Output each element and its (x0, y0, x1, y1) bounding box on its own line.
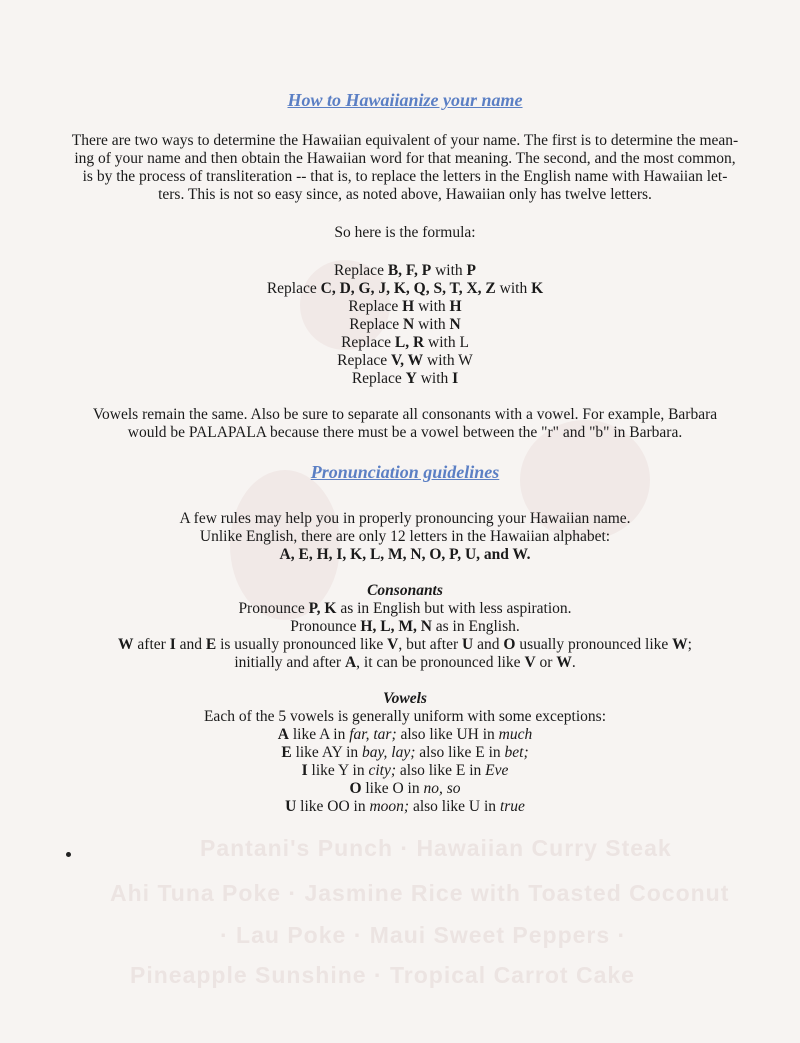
consonant-rule: W after I and E is usually pronounced like V, but after U and O usually pronounced like W; (118, 636, 692, 653)
heading-pronunciation: Pronunciation guidelines (310, 462, 500, 482)
pron-lead-line: A few rules may help you in properly pronouncing your Hawaiian name. (179, 510, 631, 527)
consonant-rule: initially and after A, it can be pronounced like V or W. (234, 654, 576, 671)
formula-rule: Replace V, W with W (337, 352, 473, 369)
consonants-heading: Consonants (367, 582, 443, 599)
bleed-through-text: Ahi Tuna Poke · Jasmine Rice with Toasted Coconut (110, 880, 730, 906)
vowel-note-line: would be PALAPALA because there must be a vowel between the "r" and "b" in Barbara. (127, 424, 683, 441)
heading-hawaiianize: How to Hawaiianize your name (287, 90, 523, 110)
formula-rules (60, 262, 750, 388)
document-content (60, 88, 750, 816)
vowels-section (60, 708, 750, 816)
alphabet-list: A, E, H, I, K, L, M, N, O, P, U, and W. (279, 546, 531, 563)
intro-paragraph (60, 132, 750, 204)
formula-lead: So here is the formula: (334, 224, 476, 241)
pronunciation-intro (60, 510, 750, 564)
formula-rule: Replace C, D, G, J, K, Q, S, T, X, Z with K (266, 280, 544, 297)
bleed-through-text: · Lau Poke · Maui Sweet Peppers · (220, 922, 627, 948)
formula-rule: Replace Y with I (351, 370, 459, 387)
vowel-note-line: Vowels remain the same. Also be sure to separate all consonants with a vowel. For example, Barbara (92, 406, 718, 423)
vowel-note-paragraph (60, 406, 750, 442)
formula-rule: Replace L, R with L (341, 334, 469, 351)
vowel-rule: O like O in no, so (349, 780, 461, 797)
bleed-through-text: Pineapple Sunshine · Tropical Carrot Cake (130, 962, 635, 988)
intro-line: is by the process of transliteration -- that is, to replace the letters in the English name with Hawaiian let- (82, 168, 728, 185)
consonants-section (60, 600, 750, 672)
pron-lead-line: Unlike English, there are only 12 letters in the Hawaiian alphabet: (199, 528, 611, 545)
vowel-rule: I like Y in city; also like E in Eve (301, 762, 509, 779)
intro-line: There are two ways to determine the Hawaiian equivalent of your name. The first is to determine the mean- (71, 132, 739, 149)
formula-rule: Replace H with H (348, 298, 462, 315)
intro-line: ters. This is not so easy since, as noted above, Hawaiian only has twelve letters. (158, 186, 652, 203)
intro-line: ing of your name and then obtain the Hawaiian word for that meaning. The second, and the most common, (74, 150, 736, 167)
formula-rule: Replace B, F, P with P (334, 262, 476, 279)
vowel-rule: U like OO in moon; also like U in true (285, 798, 525, 815)
vowel-rule: E like AY in bay, lay; also like E in bet; (281, 744, 529, 761)
ink-speck (66, 852, 71, 857)
formula-rule: Replace N with N (349, 316, 461, 333)
bleed-through-text: Pantani's Punch · Hawaiian Curry Steak (200, 835, 672, 861)
consonant-rule: Pronounce H, L, M, N as in English. (290, 618, 520, 635)
vowels-heading: Vowels (383, 690, 427, 707)
vowels-lead: Each of the 5 vowels is generally uniform with some exceptions: (203, 708, 607, 725)
consonant-rule: Pronounce P, K as in English but with less aspiration. (238, 600, 572, 617)
vowel-rule: A like A in far, tar; also like UH in much (277, 726, 533, 743)
